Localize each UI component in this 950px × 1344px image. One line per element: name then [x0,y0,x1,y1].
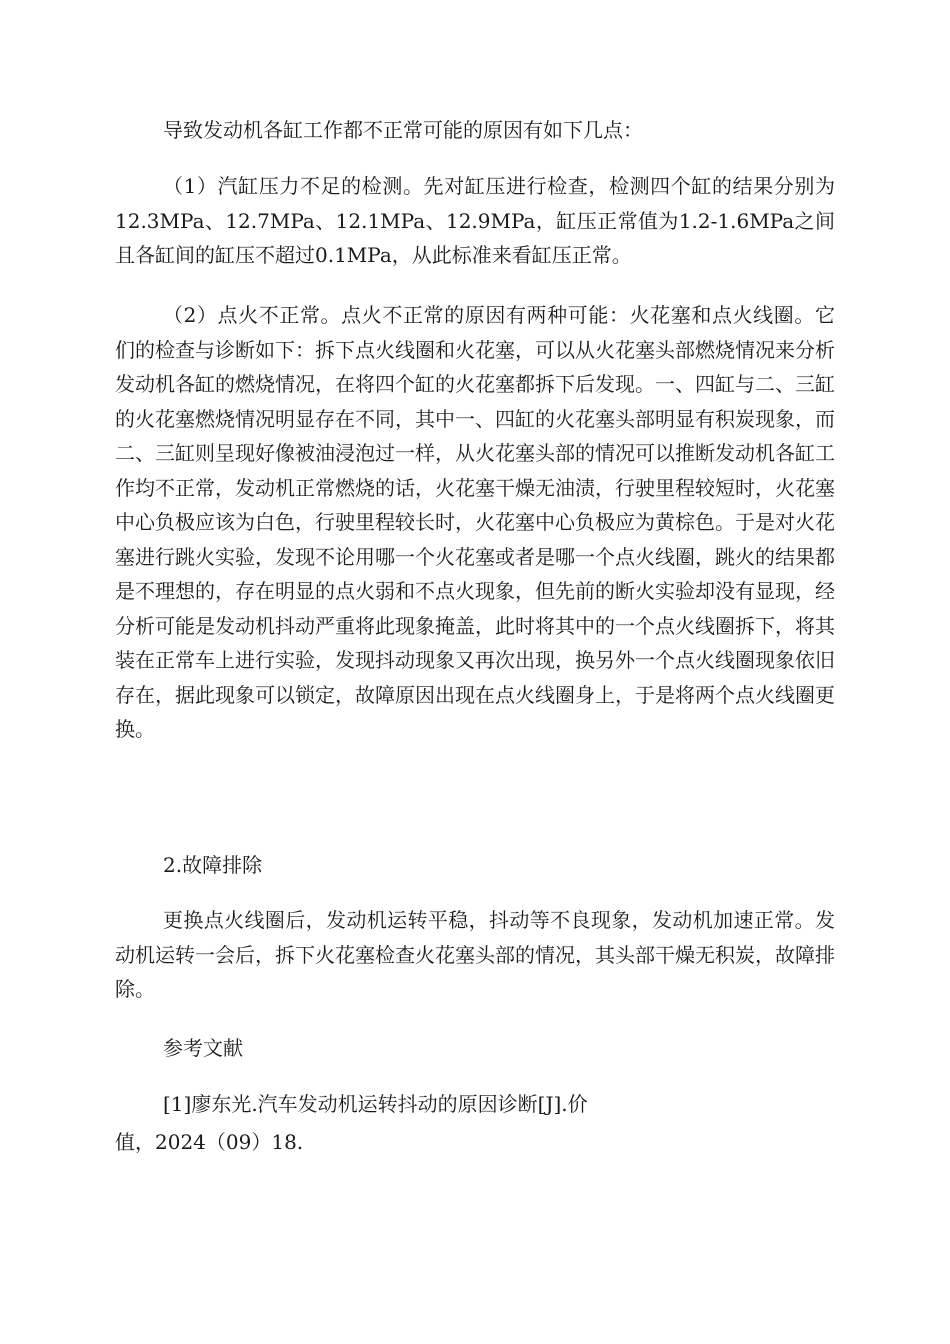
intro-paragraph: 导致发动机各缸工作都不正常可能的原因有如下几点： [163,118,643,142]
reference-item-1-line-2: 值，2024（09）18. [115,1130,304,1154]
cylinder-pressure-paragraph: （1）汽缸压力不足的检测。先对缸压进行检查，检测四个缸的结果分别为12.3MPa、12.7MPa、12.1MPa、12.9MPa，缸压正常值为1.2-1.6MPa之间且各缸间的缸压不超过0.1MPa，从此标准来看缸压正常。 [115,174,835,267]
references-heading: 参考文献 [163,1036,243,1060]
section-heading-troubleshooting: 2.故障排除 [163,853,263,877]
ignition-paragraph: （2）点火不正常。点火不正常的原因有两种可能：火花塞和点火线圈。它们的检查与诊断如下：拆下点火线圈和火花塞，可以从火花塞头部燃烧情况来分析发动机各缸的燃烧情况，在将四个缸的火花塞都拆下后发现。一、四缸与二、三缸的火花塞燃烧情况明显存在不同，其中一、四缸的火花塞头部明显有积炭现象，而二、三缸则呈现好像被油浸泡过一样，从火花塞头部的情况可以推断发动机各缸工作均不正常，发动机正常燃烧的话，火花塞干燥无油渍，行驶里程较短时，火花塞中心负极应该为白色，行驶里程较长时，火花塞中心负极应为黄棕色。于是对火花塞进行跳火实验，发现不论用哪一个火花塞或者是哪一个点火线圈，跳火的结果都是不理想的，存在明显的点火弱和不点火现象，但先前的断火实验却没有显现，经分析可能是发动机抖动严重将此现象掩盖，此时将其中的一个点火线圈拆下，将其装在正常车上进行实验，发现抖动现象又再次出现，换另外一个点火线圈现象依旧存在，据此现象可以锁定，故障原因出现在点火线圈身上，于是将两个点火线圈更换。 [115,303,835,741]
reference-item-1-line-1: [1]廖东光.汽车发动机运转抖动的原因诊断[J].价 [163,1092,588,1116]
resolution-paragraph: 更换点火线圈后，发动机运转平稳，抖动等不良现象，发动机加速正常。发动机运转一会后，拆下火花塞检查火花塞头部的情况，其头部干燥无积炭，故障排除。 [115,908,835,1001]
